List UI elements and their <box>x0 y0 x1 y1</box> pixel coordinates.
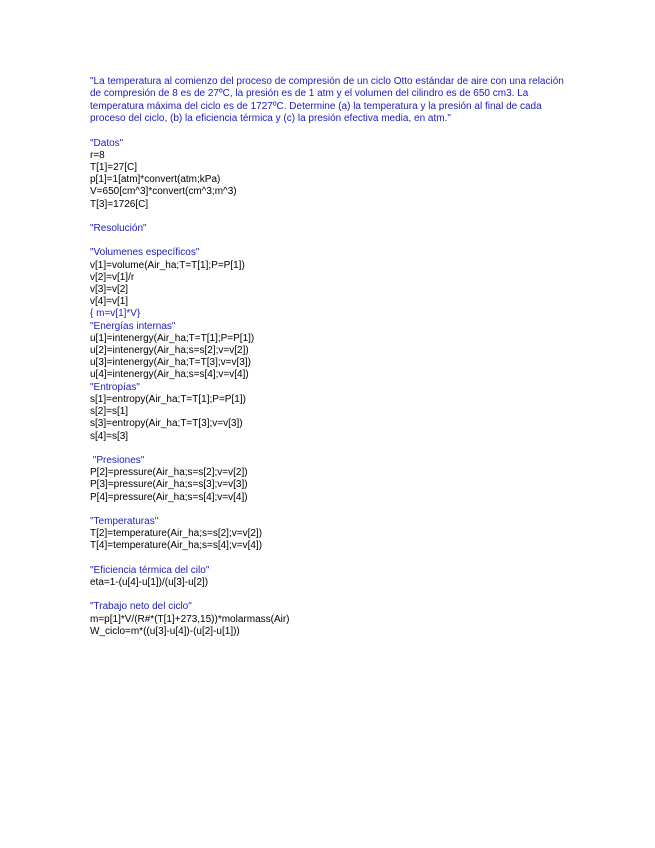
code-line: P[2]=pressure(Air_ha;s=s[2];v=v[2]) <box>90 467 248 479</box>
code-line: v[4]=v[1] <box>90 296 129 308</box>
code-line: T[1]=27[C] <box>90 162 137 174</box>
code-line: s[4]=s[3] <box>90 430 129 442</box>
section-comment: { m=v[1]*V} <box>90 308 141 320</box>
code-line: v[1]=volume(Air_ha;T=T[1];P=P[1]) <box>90 259 245 271</box>
blank-line <box>90 211 570 223</box>
code-line: s[1]=entropy(Air_ha;T=T[1];P=P[1]) <box>90 393 246 405</box>
code-line: P[4]=pressure(Air_ha;s=s[4];v=v[4]) <box>90 491 248 503</box>
code-line: T[2]=temperature(Air_ha;s=s[2];v=v[2]) <box>90 528 263 540</box>
problem-statement: "La temperatura al comienzo del proceso de compresión de un ciclo Otto estándar de aire con una relación de compresión de 8 es de 27ºC, la presión es de 1 atm y el volumen del cilindro es de 650 cm3. La temperatura máxima del ciclo es de 1727ºC. Determine (a) la temperatura y la presión al final de cada proceso del ciclo, (b) la eficiencia térmica y (c) la presión efectiva media, en atm." <box>90 76 564 125</box>
code-line: p[1]=1[atm]*convert(atm;kPa) <box>90 174 221 186</box>
section-comment: "Entropías" <box>90 381 140 393</box>
section-comment: "Eficiencia térmica del cilo" <box>90 564 210 576</box>
code-line: T[4]=temperature(Air_ha;s=s[4];v=v[4]) <box>90 540 263 552</box>
code-line: u[4]=intenergy(Air_ha;s=s[4];v=v[4]) <box>90 369 249 381</box>
code-line: v[3]=v[2] <box>90 284 129 296</box>
code-line: r=8 <box>90 149 105 161</box>
blank-line <box>90 235 570 247</box>
code-line: u[1]=intenergy(Air_ha;T=T[1];P=P[1]) <box>90 332 255 344</box>
section-comment: "Datos" <box>90 137 124 149</box>
code-line: W_ciclo=m*((u[3]-u[4])-(u[2]-u[1])) <box>90 625 240 637</box>
code-line: u[2]=intenergy(Air_ha;s=s[2];v=v[2]) <box>90 345 249 357</box>
code-line: u[3]=intenergy(Air_ha;T=T[3];v=v[3]) <box>90 357 251 369</box>
code-line: eta=1-(u[4]-u[1])/(u[3]-u[2]) <box>90 576 209 588</box>
code-line: s[3]=entropy(Air_ha;T=T[3];v=v[3]) <box>90 418 243 430</box>
code-line: v[2]=v[1]/r <box>90 271 135 283</box>
code-listing <box>90 138 570 638</box>
section-comment: "Volumenes específicos" <box>90 247 200 259</box>
section-comment: "Resolución" <box>90 223 147 235</box>
section-comment: "Energías internas" <box>90 320 176 332</box>
blank-line <box>90 504 570 516</box>
code-line: T[3]=1726[C] <box>90 198 149 210</box>
section-comment: "Presiones" <box>90 454 145 466</box>
spacer <box>90 126 570 138</box>
code-line: V=650[cm^3]*convert(cm^3;m^3) <box>90 186 237 198</box>
blank-line <box>90 443 570 455</box>
section-comment: "Temperaturas" <box>90 515 159 527</box>
code-line: s[2]=s[1] <box>90 406 129 418</box>
blank-line <box>90 553 570 565</box>
document-page <box>90 76 570 638</box>
blank-line <box>90 589 570 601</box>
section-comment: "Trabajo neto del ciclo" <box>90 601 192 613</box>
code-line: m=p[1]*V/(R#*(T[1]+273,15))*molarmass(Air) <box>90 613 290 625</box>
code-line: P[3]=pressure(Air_ha;s=s[3];v=v[3]) <box>90 479 248 491</box>
